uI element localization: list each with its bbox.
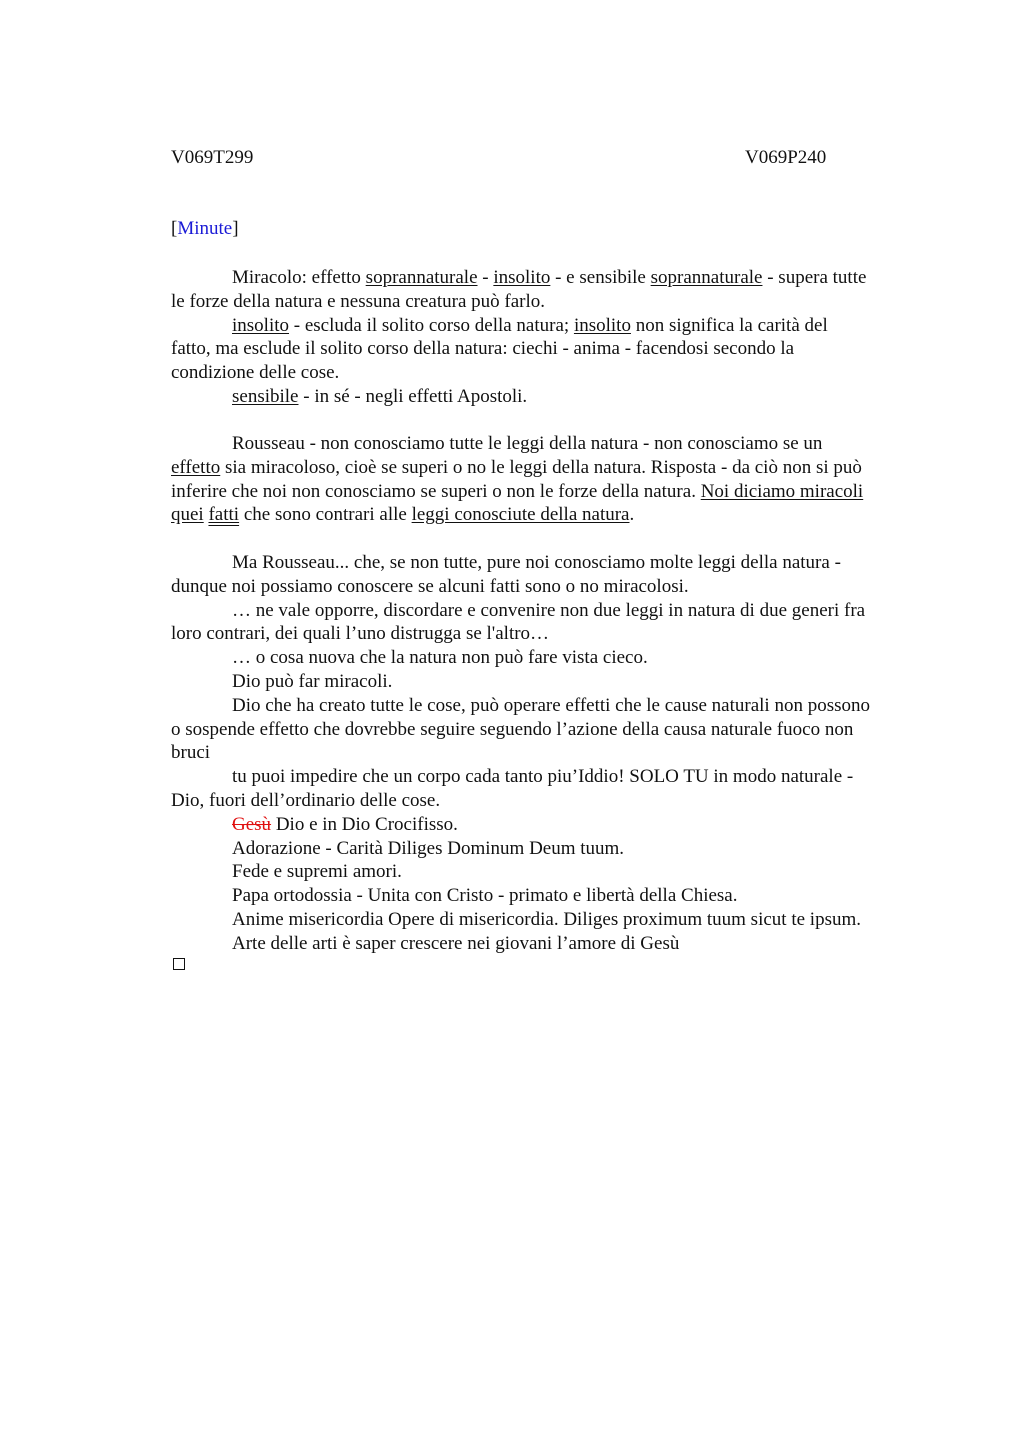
text-line: Fede e supremi amori. [232,861,402,883]
document-reference-left: V069T299 [171,147,254,168]
text-line: Arte delle arti è saper crescere nei giovani l’amore di Gesù [232,932,680,954]
underlined-term: Noi diciamo miracoli [700,480,864,502]
text-line: Dio che ha creato tutte le cose, può operare effetti che le cause naturali non possono [232,694,871,716]
paragraph-papa [171,884,933,908]
section-open-bracket: [ [171,218,178,239]
text-line: Miracolo: effetto soprannaturale - insolito - e sensibile soprannaturale - supera tutte [232,267,867,288]
text-line: sensibile - in sé - negli effetti Apostoli. [232,386,528,407]
underlined-term: soprannaturale [650,267,763,288]
text-line: Papa ortodossia - Unita con Cristo - primato e libertà della Chiesa. [232,885,738,907]
underlined-term: soprannaturale [365,267,478,288]
section-link-minute[interactable]: Minute [177,218,233,239]
text-line: Adorazione - Carità Diliges Dominum Deum tuum. [232,837,625,859]
section-close-bracket: ] [232,218,239,239]
text-line: quei fatti che sono contrari alle leggi conosciute della natura. [171,504,635,526]
checkbox-icon[interactable] [173,958,185,970]
underlined-term: insolito [573,314,631,336]
paragraph-adorazione [171,837,933,861]
paragraph-dio-creato [171,694,933,765]
text-line: fatto, ma esclude il solito corso della natura: ciechi - anima - facendosi secondo la [171,338,795,360]
text-line: Gesù Dio e in Dio Crocifisso. [232,813,458,835]
text-line: o sospende effetto che dovrebbe seguire seguendo l’azione della causa naturale fuoco non [171,718,854,740]
section-heading [171,217,239,241]
text-line: insolito - escluda il solito corso della natura; insolito non significa la carità del [232,314,828,336]
document-reference-right: V069P240 [745,147,827,168]
paragraph-cosa-nuova [171,646,933,670]
paragraph-crocifisso [171,813,933,837]
paragraph-tu-puoi [171,765,933,813]
text-line: dunque noi possiamo conoscere se alcuni fatti sono o no miracolosi. [171,575,689,597]
underlined-term: insolito [493,267,551,288]
paragraph-opporre [171,599,933,647]
text-line: inferire che noi non conosciamo se superi o non le forze della natura. Noi diciamo miracoli [171,480,864,502]
text-line: … ne vale opporre, discordare e convenire non due leggi in natura di due generi fra [232,599,866,621]
text-line: Ma Rousseau... che, se non tutte, pure noi conosciamo molte leggi della natura - [232,552,841,573]
text-line: loro contrari, dei quali l’uno distrugga se l'altro… [171,623,550,645]
underlined-term: effetto [171,456,221,478]
paragraph-dio-miracoli [171,670,933,694]
text-line: effetto sia miracoloso, cioè se superi o no le leggi della natura. Risposta - da ciò non si può [171,456,862,478]
paragraph-anime [171,908,933,932]
text-line: tu puoi impedire che un corpo cada tanto piu’Iddio! SOLO TU in modo naturale - [232,766,854,788]
paragraph-miracolo-definition [171,266,933,314]
text-line: condizione delle cose. [171,362,340,384]
text-line: le forze della natura e nessuna creatura può farlo. [171,290,545,312]
paragraph-insolito [171,314,933,385]
text-line: Anime misericordia Opere di misericordia. Diliges proximum tuum sicut te ipsum. [232,909,861,930]
underlined-term: fatti [208,504,240,526]
underlined-term: quei [171,504,204,526]
underlined-term: sensibile [232,386,299,407]
text-line: bruci [171,742,211,764]
paragraph-rousseau-reply [171,551,933,599]
paragraph-fede [171,860,933,884]
underlined-term: leggi conosciute della natura [411,504,630,526]
text-line: Rousseau - non conosciamo tutte le leggi della natura - non conosciamo se un [232,433,823,454]
text-line: Dio può far miracoli. [232,671,393,692]
text-line: Dio, fuori dell’ordinario delle cose. [171,789,441,811]
text-line: … o cosa nuova che la natura non può fare vista cieco. [232,647,648,669]
paragraph-rousseau-objection [171,432,933,527]
paragraph-sensibile [171,385,933,409]
underlined-term: insolito [232,314,290,336]
deleted-word: Gesù [232,813,272,835]
paragraph-arte [171,932,933,956]
